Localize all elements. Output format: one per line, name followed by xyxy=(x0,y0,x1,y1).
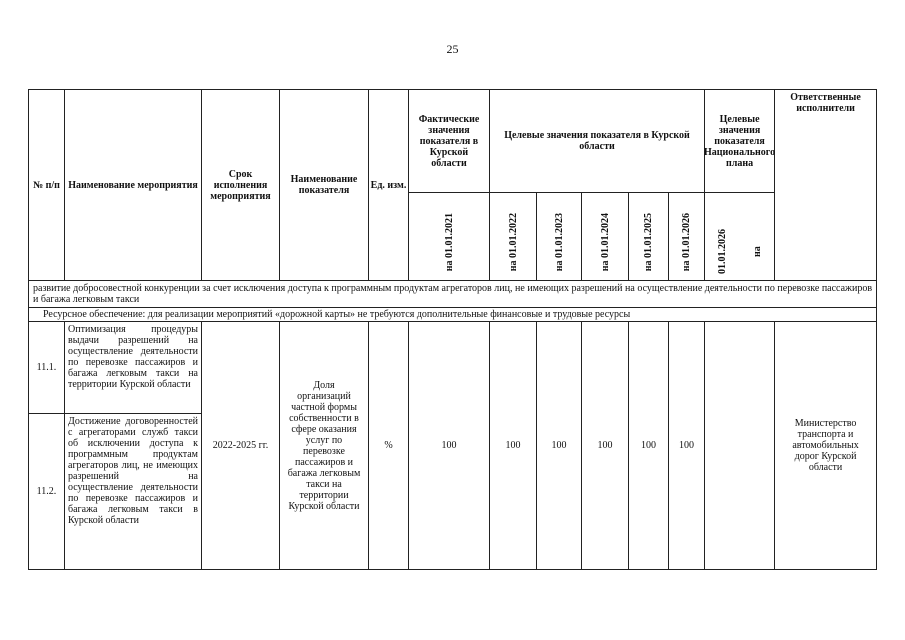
event-name: Достижение договоренностей с агрегаторами служб такси об исключении доступа к программным продуктам агрегаторов лиц, не имеющих разрешений на осуществление деятельности по перевозке пассажиров и багажа легковым такси в Курской области xyxy=(65,414,202,570)
row-number: 11.1. xyxy=(29,322,65,414)
header-target-group: Целевые значения показателя в Курской области xyxy=(490,90,705,193)
roadmap-table xyxy=(28,89,877,570)
target-2022-value: 100 xyxy=(490,322,537,570)
resources-text: Ресурсное обеспечение: для реализации мероприятий «дорожной карты» не требуются дополнительные финансовые и трудовые ресурсы xyxy=(29,308,877,322)
target-2025-value: 100 xyxy=(629,322,669,570)
page-number: 25 xyxy=(446,42,459,56)
unit-value: % xyxy=(369,322,409,570)
header-date-2023: на 01.01.2023 xyxy=(537,193,582,281)
direction-text: развитие добросовестной конкуренции за счет исключения доступа к программным продуктам агрегаторов лиц, не имеющих разрешений на осуществление деятельности по перевозке пассажиров и багажа легковым такси xyxy=(29,281,877,308)
header-unit: Ед. изм. xyxy=(369,90,409,281)
event-term: 2022-2025 гг. xyxy=(202,322,280,570)
header-date-national: 01.01.2026 на xyxy=(705,193,775,281)
header-term: Срок исполнения мероприятия xyxy=(202,90,280,281)
header-indicator: Наименование показателя xyxy=(280,90,369,281)
header-date-2025: на 01.01.2025 xyxy=(629,193,669,281)
header-date-2026: на 01.01.2026 xyxy=(669,193,705,281)
responsible-executor: Министерство транспорта и автомобильных дорог Курской области xyxy=(775,322,877,570)
target-2026-value: 100 xyxy=(669,322,705,570)
header-responsible: Ответственные исполнители xyxy=(775,90,877,281)
event-name: Оптимизация процедуры выдачи разрешений на осуществление деятельности по перевозке пассажиров и багажа легковым такси на территории Курской области xyxy=(65,322,202,414)
header-date-2024: на 01.01.2024 xyxy=(582,193,629,281)
actual-value: 100 xyxy=(409,322,490,570)
indicator-name: Доля организаций частной формы собственности в сфере оказания услуг по перевозке пассажиров и багажа легковым такси на территории Курской области xyxy=(280,322,369,570)
header-num: № п/п xyxy=(29,90,65,281)
target-2024-value: 100 xyxy=(582,322,629,570)
header-event: Наименование мероприятия xyxy=(65,90,202,281)
header-date-actual: на 01.01.2021 xyxy=(409,193,490,281)
header-actual: Фактические значения показателя в Курской области xyxy=(409,90,490,193)
header-national: Целевые значения показателя Национального плана xyxy=(705,90,775,193)
row-number: 11.2. xyxy=(29,414,65,570)
header-date-2022: на 01.01.2022 xyxy=(490,193,537,281)
national-value xyxy=(705,322,775,570)
target-2023-value: 100 xyxy=(537,322,582,570)
